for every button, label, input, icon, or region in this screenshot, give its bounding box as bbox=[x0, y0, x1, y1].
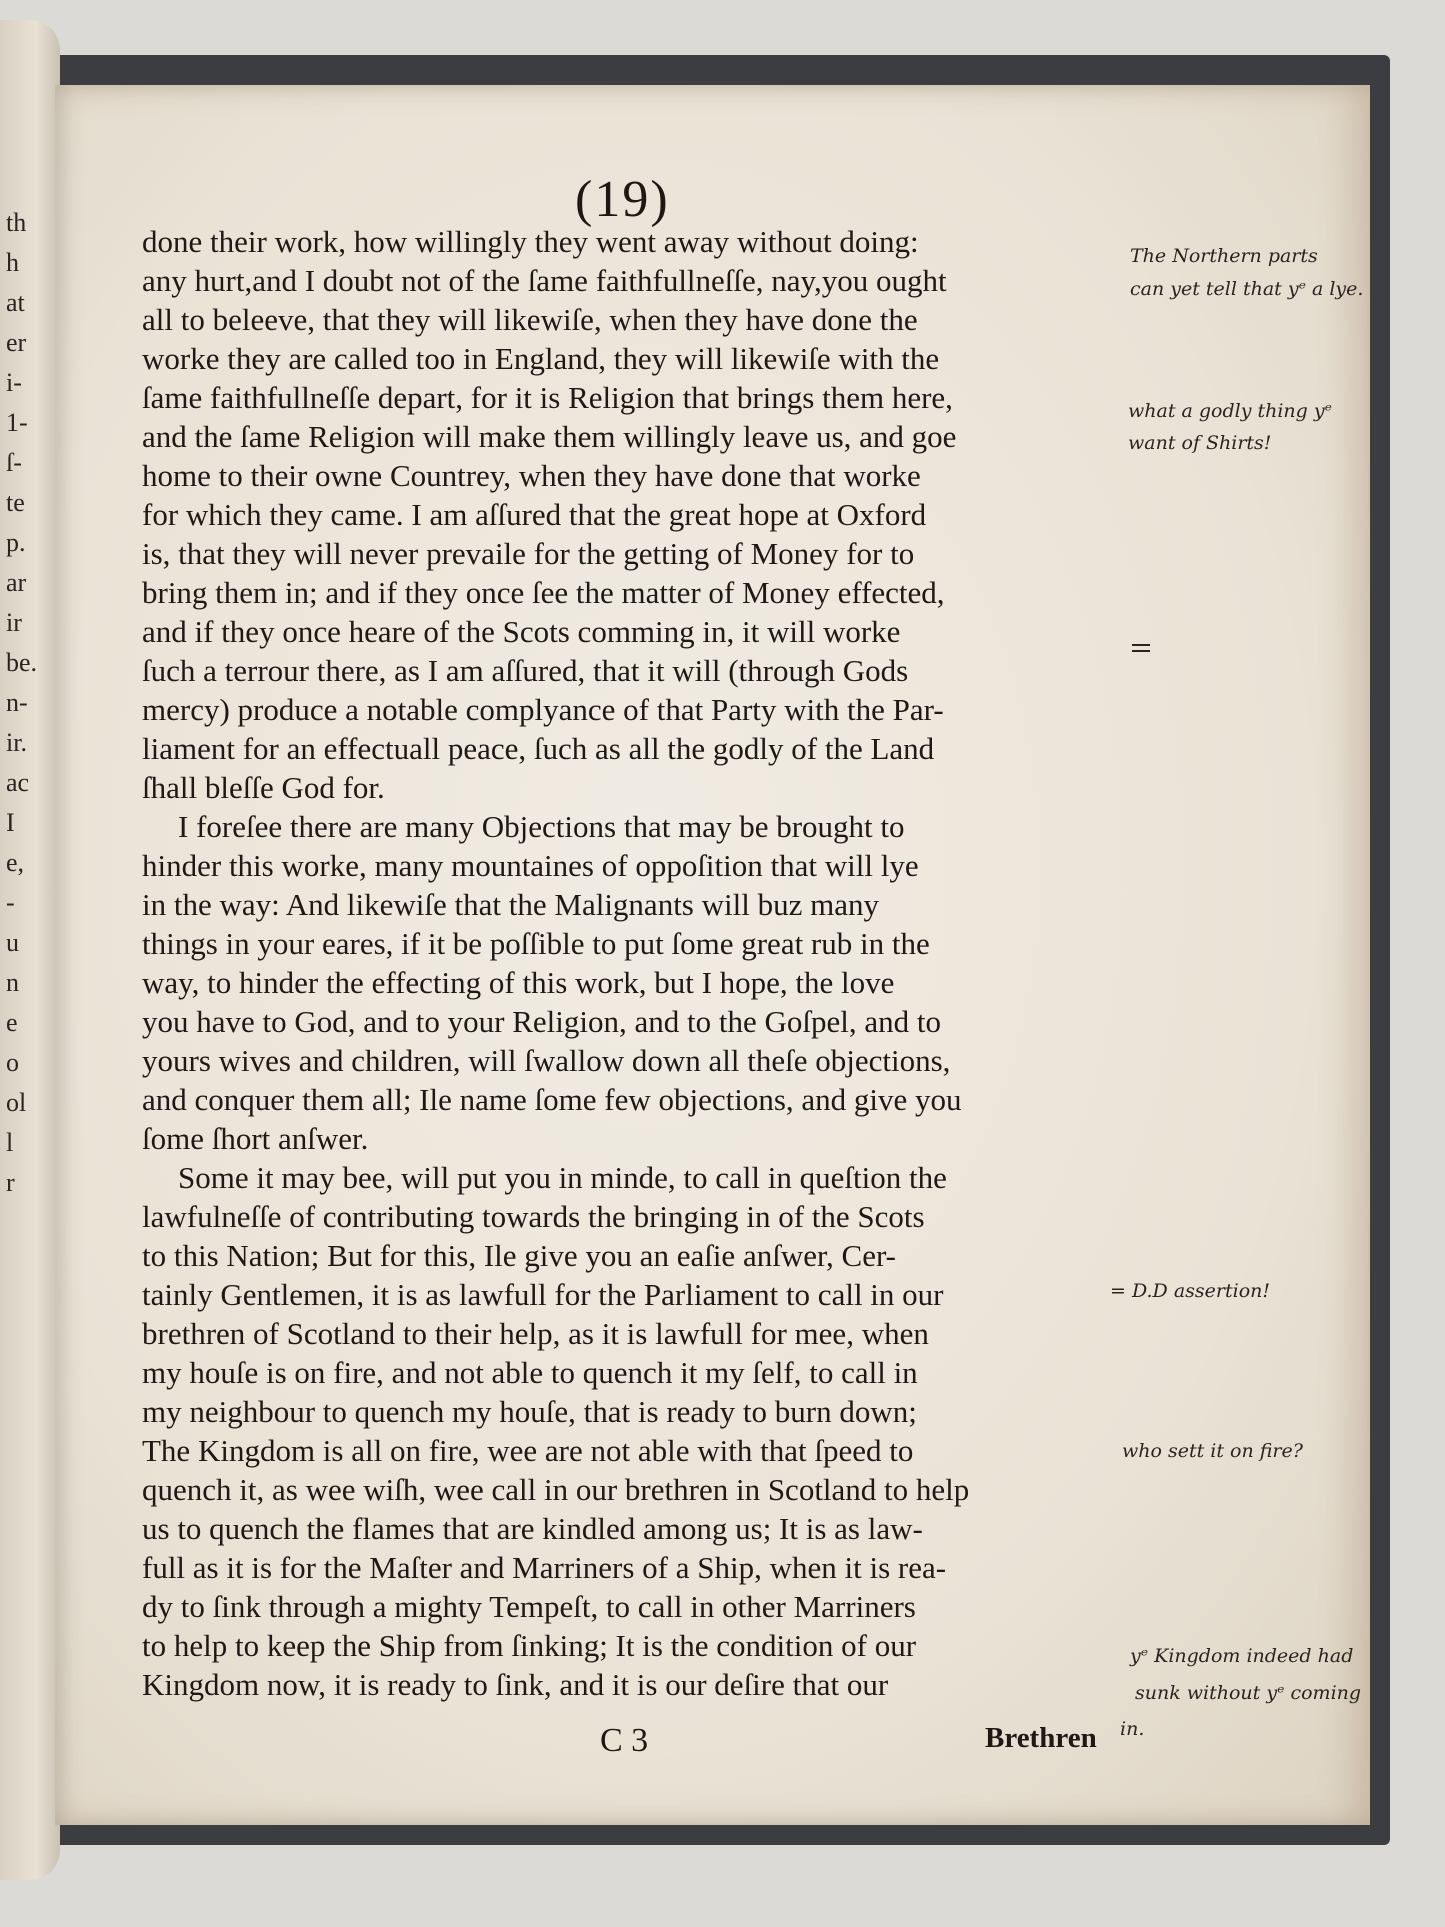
facing-page-fragment: te bbox=[6, 488, 25, 517]
facing-page-fragment: e, bbox=[6, 848, 25, 877]
text-line: and the ſame Religion will make them willingly leave us, and goe bbox=[142, 419, 957, 454]
facing-page-fragment: h bbox=[6, 248, 19, 277]
facing-page-fragment: l bbox=[6, 1128, 14, 1157]
text-line: dy to ſink through a mighty Tempeſt, to call in other Marriners bbox=[142, 1589, 916, 1624]
text-line: things in your eares, if it be poſſible to put ſome great rub in the bbox=[142, 926, 930, 961]
facing-page-fragment: ol bbox=[6, 1088, 27, 1117]
text-line: brethren of Scotland to their help, as it is lawfull for mee, when bbox=[142, 1316, 929, 1351]
text-line: ſhall bleſſe God for. bbox=[142, 770, 385, 805]
facing-page-edge bbox=[0, 20, 60, 1880]
text-line: in the way: And likewiſe that the Malignants will buz many bbox=[142, 887, 879, 922]
text-line: hinder this worke, many mountaines of oppoſition that will lye bbox=[142, 848, 919, 883]
page-number: (19) bbox=[575, 171, 670, 228]
facing-page-fragment: 1- bbox=[6, 408, 28, 437]
facing-page-fragment: n bbox=[6, 968, 19, 997]
text-line: yours wives and children, will ſwallow down all theſe objections, bbox=[142, 1043, 951, 1078]
facing-page-fragment: o bbox=[6, 1048, 19, 1077]
signature-mark: C 3 bbox=[600, 1722, 649, 1759]
facing-page-fragment: - bbox=[6, 888, 15, 917]
text-line: home to their owne Countrey, when they have done that worke bbox=[142, 458, 921, 493]
text-line: lawfulneſſe of contributing towards the bringing in of the Scots bbox=[142, 1199, 925, 1234]
facing-page-fragment: e bbox=[6, 1008, 18, 1037]
text-line: all to beleeve, that they will likewiſe, when they have done the bbox=[142, 302, 918, 337]
text-line: and if they once heare of the Scots comming in, it will worke bbox=[142, 614, 901, 649]
marginal-note: in. bbox=[1120, 1718, 1145, 1740]
facing-page-fragment: r bbox=[6, 1168, 15, 1197]
text-line: us to quench the flames that are kindled among us; It is as law- bbox=[142, 1511, 923, 1546]
text-line: my houſe is on fire, and not able to quench it my ſelf, to call in bbox=[142, 1355, 918, 1390]
text-line: to help to keep the Ship from ſinking; It is the condition of our bbox=[142, 1628, 917, 1663]
text-line: for which they came. I am aſſured that the great hope at Oxford bbox=[142, 497, 927, 532]
facing-page-fragment: I bbox=[6, 808, 15, 837]
text-line: ſuch a terrour there, as I am aſſured, that it will (through Gods bbox=[142, 653, 909, 688]
facing-page-fragment: ſ- bbox=[6, 448, 22, 477]
facing-page-fragment: ar bbox=[6, 568, 27, 597]
text-line: to this Nation; But for this, Ile give you an eaſie anſwer, Cer- bbox=[142, 1238, 897, 1273]
text-line: Some it may bee, will put you in minde, to call in queſtion the bbox=[178, 1160, 947, 1195]
facing-page-fragment: th bbox=[6, 208, 27, 237]
facing-page-fragment: ir. bbox=[6, 728, 27, 757]
facing-page-fragment: u bbox=[6, 928, 19, 957]
text-line: mercy) produce a notable complyance of that Party with the Par- bbox=[142, 692, 944, 727]
text-line: bring them in; and if they once ſee the matter of Money effected, bbox=[142, 575, 945, 610]
facing-page-fragment: be. bbox=[6, 648, 38, 677]
text-line: full as it is for the Maſter and Marriners of a Ship, when it is rea- bbox=[142, 1550, 947, 1585]
text-line: ſome ſhort anſwer. bbox=[142, 1121, 369, 1156]
text-line: worke they are called too in England, they will likewiſe with the bbox=[142, 341, 940, 376]
text-line: tainly Gentlemen, it is as lawfull for the Parliament to call in our bbox=[142, 1277, 944, 1312]
marginal-note: can yet tell that yᵉ a lye. bbox=[1130, 278, 1364, 300]
text-line: Kingdom now, it is ready to ſink, and it is our deſire that our bbox=[142, 1667, 889, 1702]
margin-tick bbox=[1132, 650, 1150, 652]
marginal-note: The Northern parts bbox=[1130, 245, 1318, 267]
text-line: you have to God, and to your Religion, and to the Goſpel, and to bbox=[142, 1004, 941, 1039]
text-line: is, that they will never prevaile for the getting of Money for to bbox=[142, 536, 915, 571]
text-line: and conquer them all; Ile name ſome few objections, and give you bbox=[142, 1082, 962, 1117]
text-line: I foreſee there are many Objections that may be brought to bbox=[178, 809, 905, 844]
marginal-note: who sett it on fire? bbox=[1122, 1440, 1303, 1462]
facing-page-fragment: er bbox=[6, 328, 27, 357]
facing-page-fragment: i- bbox=[6, 368, 22, 397]
text-line: The Kingdom is all on fire, wee are not able with that ſpeed to bbox=[142, 1433, 914, 1468]
text-line: quench it, as wee wiſh, wee call in our brethren in Scotland to help bbox=[142, 1472, 970, 1507]
facing-page-fragment: ir bbox=[6, 608, 22, 637]
text-line: done their work, how willingly they went away without doing: bbox=[142, 224, 919, 259]
facing-page-fragment: p. bbox=[6, 528, 26, 557]
text-line: ſame faithfullneſſe depart, for it is Religion that brings them here, bbox=[142, 380, 953, 415]
catchword: Brethren bbox=[985, 1722, 1097, 1754]
margin-tick bbox=[1132, 644, 1150, 646]
body-text bbox=[142, 222, 1117, 1704]
facing-page-fragment: at bbox=[6, 288, 25, 317]
marginal-note: what a godly thing yᵉ bbox=[1128, 400, 1332, 422]
text-line: my neighbour to quench my houſe, that is ready to burn down; bbox=[142, 1394, 917, 1429]
text-line: any hurt,and I doubt not of the ſame faithfullneſſe, nay,you ought bbox=[142, 263, 947, 298]
marginal-note: = D.D assertion! bbox=[1110, 1280, 1271, 1302]
text-line: liament for an effectuall peace, ſuch as all the godly of the Land bbox=[142, 731, 935, 766]
marginal-note: want of Shirts! bbox=[1128, 432, 1272, 454]
facing-page-fragment: n- bbox=[6, 688, 28, 717]
marginal-note: yᵉ Kingdom indeed had bbox=[1130, 1645, 1354, 1667]
facing-page-fragment: ac bbox=[6, 768, 30, 797]
marginal-note: sunk without yᵉ coming bbox=[1135, 1682, 1362, 1704]
text-line: way, to hinder the effecting of this work, but I hope, the love bbox=[142, 965, 895, 1000]
